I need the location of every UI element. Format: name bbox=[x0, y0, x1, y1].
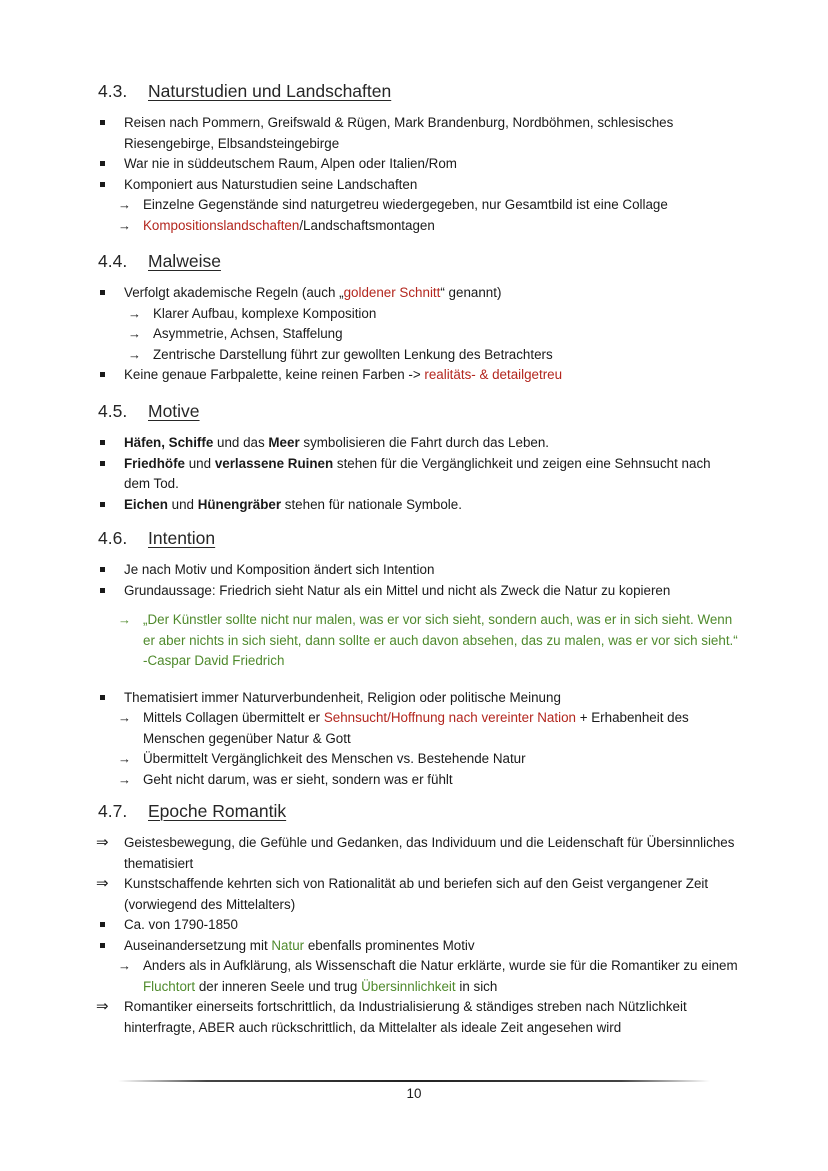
double-arrow-item bbox=[98, 833, 738, 874]
bold-text: Meer bbox=[268, 435, 300, 450]
highlight-text: Sehnsucht/Hoffnung nach vereinter Nation bbox=[323, 710, 576, 725]
heading-title: Naturstudien und Landschaften bbox=[148, 81, 392, 101]
arrow-item bbox=[98, 956, 738, 997]
bullet-list bbox=[98, 113, 738, 236]
arrow-icon: → bbox=[118, 612, 131, 627]
heading-number: 4.4. bbox=[98, 251, 128, 271]
double-arrow-icon: ⇒ bbox=[96, 998, 109, 1015]
section-intention bbox=[98, 527, 738, 790]
highlight-text: Übersinnlichkeit bbox=[361, 978, 456, 994]
item-text: Romantiker einerseits fortschrittlich, da Industrialisierung & ständiges streben nach Nützlichkeit hinterfragte, ABER auch rückschrittlich, da Mittelalter als ideale Zeit angesehen wird bbox=[124, 999, 687, 1035]
arrow-item bbox=[98, 324, 738, 345]
double-arrow-icon: ⇒ bbox=[96, 875, 109, 892]
item-text: Anders als in Aufklärung, als Wissenschaft die Natur erklärte, wurde sie für die Romantiker zu einem bbox=[143, 958, 738, 973]
list-item bbox=[98, 915, 738, 936]
item-text: “ genannt) bbox=[440, 285, 502, 300]
list-item bbox=[98, 495, 738, 516]
arrow-icon: → bbox=[118, 771, 131, 787]
item-text: Reisen nach Pommern, Greifswald & Rügen, Mark Brandenburg, Nordböhmen, schlesisches Riesengebirge, Elbsandsteingebirge bbox=[124, 115, 674, 151]
section-heading bbox=[98, 400, 738, 422]
bullet-list bbox=[98, 833, 738, 1038]
item-text: der inneren Seele und trug bbox=[195, 978, 362, 994]
quote-text: „Der Künstler sollte nicht nur malen, was er vor sich sieht, sondern auch, was er in sich sieht. Wenn er aber nichts in sich sieht, dann sollte er auch davon absehen, das zu malen, was er vor sich sieht.“ -Caspar David Friedrich bbox=[143, 612, 738, 668]
item-text: und bbox=[185, 455, 215, 471]
quote-item bbox=[98, 610, 738, 672]
bold-text: Häfen, Schiffe bbox=[124, 435, 214, 450]
item-text: War nie in süddeutschem Raum, Alpen oder Italien/Rom bbox=[124, 156, 457, 171]
footer-divider bbox=[118, 1080, 710, 1082]
arrow-icon: → bbox=[128, 326, 141, 341]
list-item bbox=[98, 560, 738, 581]
heading-title: Intention bbox=[148, 528, 216, 548]
heading-number: 4.5. bbox=[98, 401, 128, 421]
item-text: Geht nicht darum, was er sieht, sondern was er fühlt bbox=[143, 771, 453, 787]
heading-number: 4.3. bbox=[98, 81, 128, 101]
item-text: Zentrische Darstellung führt zur gewollten Lenkung des Betrachters bbox=[153, 346, 553, 362]
list-item bbox=[98, 365, 738, 386]
heading-title: Epoche Romantik bbox=[148, 801, 287, 821]
item-text: in sich bbox=[455, 978, 498, 994]
item-text: und bbox=[167, 496, 198, 512]
arrow-item bbox=[98, 749, 738, 770]
highlight-text: Natur bbox=[271, 937, 305, 953]
arrow-icon: → bbox=[128, 346, 141, 362]
arrow-item bbox=[98, 304, 738, 325]
arrow-icon: → bbox=[118, 751, 131, 766]
list-item bbox=[98, 688, 738, 709]
item-text: Komponiert aus Naturstudien seine Landschaften bbox=[124, 176, 418, 192]
bullet-list bbox=[98, 283, 738, 386]
item-text: symbolisieren die Fahrt durch das Leben. bbox=[299, 435, 550, 450]
list-item bbox=[98, 175, 738, 196]
item-text: Kunstschaffende kehrten sich von Rationalität ab und beriefen sich auf den Geist vergangener Zeit (vorwiegend des Mittelalters) bbox=[124, 876, 709, 912]
item-text: Einzelne Gegenstände sind naturgetreu wiedergegeben, nur Gesamtbild ist eine Collage bbox=[143, 197, 668, 212]
arrow-item bbox=[98, 216, 738, 237]
item-text: Mittels Collagen übermittelt er bbox=[143, 710, 324, 725]
item-text: Auseinandersetzung mit bbox=[124, 937, 272, 953]
section-motive bbox=[98, 400, 738, 515]
highlight-text: Kompositionslandschaften bbox=[143, 217, 300, 233]
arrow-item bbox=[98, 345, 738, 366]
item-text: Geistesbewegung, die Gefühle und Gedanken, das Individuum und die Leidenschaft für Übersinnliches thematisiert bbox=[124, 835, 735, 871]
section-heading bbox=[98, 80, 738, 102]
section-malweise bbox=[98, 250, 738, 386]
heading-title: Motive bbox=[148, 401, 200, 421]
item-text: Thematisiert immer Naturverbundenheit, Religion oder politische Meinung bbox=[124, 689, 561, 705]
bold-text: Eichen bbox=[124, 496, 168, 512]
item-text: und das bbox=[213, 435, 269, 450]
list-item bbox=[98, 154, 738, 175]
section-naturstudien bbox=[98, 80, 738, 236]
arrow-item bbox=[98, 708, 738, 749]
bold-text: Friedhöfe bbox=[124, 455, 186, 471]
arrow-item bbox=[98, 195, 738, 216]
item-text: Je nach Motiv und Komposition ändert sich Intention bbox=[124, 562, 435, 577]
item-text: Ca. von 1790-1850 bbox=[124, 917, 238, 932]
item-text: Grundaussage: Friedrich sieht Natur als ein Mittel und nicht als Zweck die Natur zu kopieren bbox=[124, 582, 671, 598]
arrow-icon: → bbox=[118, 217, 131, 233]
item-text: /Landschaftsmontagen bbox=[299, 217, 435, 233]
highlight-text: Fluchtort bbox=[143, 978, 196, 994]
bullet-list bbox=[98, 688, 738, 791]
arrow-icon: → bbox=[118, 958, 131, 973]
double-arrow-item bbox=[98, 874, 738, 915]
arrow-icon: → bbox=[128, 305, 141, 321]
heading-number: 4.6. bbox=[98, 528, 128, 548]
section-heading bbox=[98, 800, 738, 822]
item-text: stehen für nationale Symbole. bbox=[281, 496, 462, 512]
item-text: Übermittelt Vergänglichkeit des Menschen vs. Bestehende Natur bbox=[143, 751, 526, 766]
item-text: ebenfalls prominentes Motiv bbox=[304, 937, 475, 953]
heading-title: Malweise bbox=[148, 251, 221, 271]
list-item bbox=[98, 581, 738, 602]
list-item bbox=[98, 283, 738, 304]
list-item bbox=[98, 113, 738, 154]
list-item bbox=[98, 454, 738, 495]
bold-text: verlassene Ruinen bbox=[214, 455, 334, 471]
bullet-list bbox=[98, 433, 738, 515]
bullet-list bbox=[98, 560, 738, 601]
item-text: Verfolgt akademische Regeln (auch „ bbox=[124, 285, 344, 300]
bold-text: Hünengräber bbox=[197, 496, 282, 512]
highlight-text: realitäts- & detailgetreu bbox=[424, 367, 563, 382]
arrow-item bbox=[98, 770, 738, 791]
item-text: + Erhabenheit des Menschen gegenüber Natur & Gott bbox=[143, 710, 689, 746]
list-item bbox=[98, 936, 738, 957]
page-number: 10 bbox=[406, 1086, 422, 1101]
section-heading bbox=[98, 250, 738, 272]
item-text: Keine genaue Farbpalette, keine reinen Farben -> bbox=[124, 367, 425, 382]
highlight-text: goldener Schnitt bbox=[343, 285, 441, 300]
item-text: Asymmetrie, Achsen, Staffelung bbox=[153, 326, 343, 341]
double-arrow-item bbox=[98, 997, 738, 1038]
arrow-icon: → bbox=[118, 710, 131, 725]
item-text: stehen für die Vergänglichkeit und zeigen eine Sehnsucht nach dem Tod. bbox=[124, 455, 711, 491]
item-text: Klarer Aufbau, komplexe Komposition bbox=[153, 305, 377, 321]
double-arrow-icon: ⇒ bbox=[96, 834, 109, 851]
list-item bbox=[98, 433, 738, 454]
section-epoche-romantik bbox=[98, 800, 738, 1038]
arrow-icon: → bbox=[118, 197, 131, 212]
quote-list bbox=[98, 610, 738, 672]
heading-number: 4.7. bbox=[98, 801, 128, 821]
section-heading bbox=[98, 527, 738, 549]
